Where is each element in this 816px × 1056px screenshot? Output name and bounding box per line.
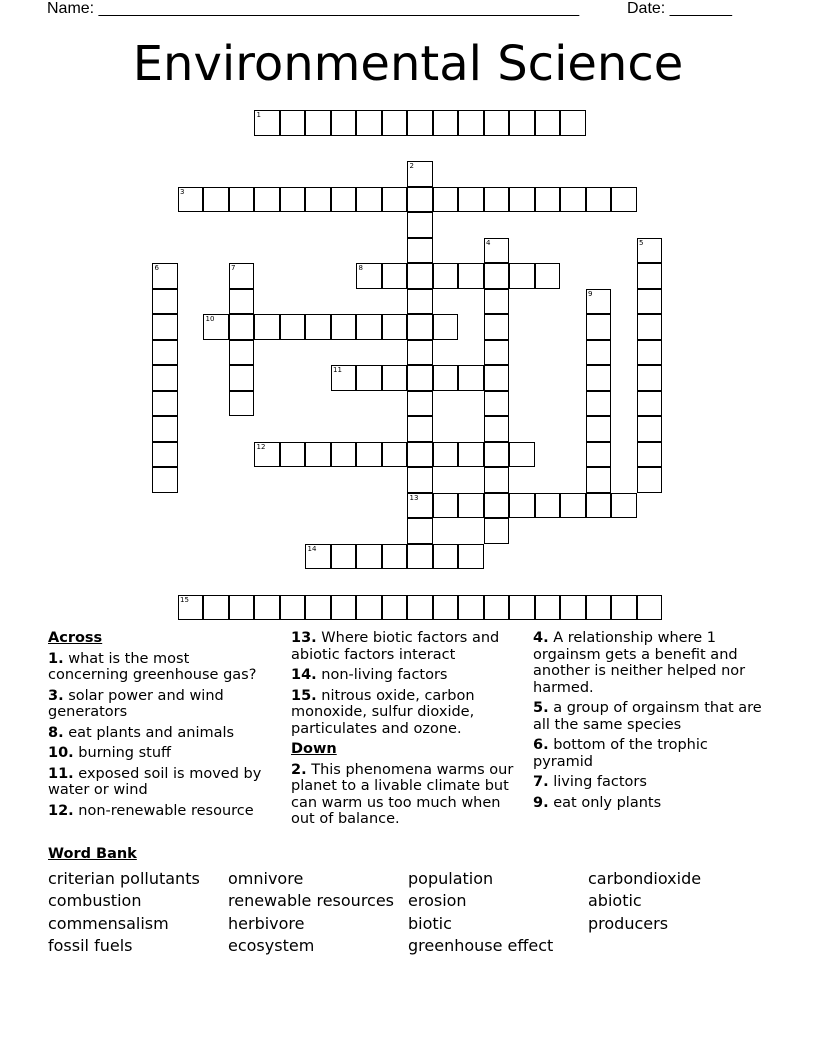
crossword-cell[interactable]	[152, 467, 178, 493]
crossword-cell[interactable]	[407, 544, 433, 570]
across-clue-1: 1. what is the most concerning greenhouse gas?	[48, 650, 257, 683]
crossword-cell[interactable]	[560, 595, 586, 621]
crossword-cell[interactable]	[229, 289, 255, 315]
word-bank-heading: Word Bank	[48, 846, 137, 862]
clue-number: 15	[180, 595, 189, 604]
crossword-cell[interactable]	[433, 493, 459, 519]
clue-column-2	[291, 630, 519, 832]
crossword-cell[interactable]	[407, 467, 433, 493]
crossword-cell[interactable]	[458, 110, 484, 136]
clue-number: 5	[639, 238, 644, 247]
crossword-cell[interactable]	[637, 340, 663, 366]
crossword-cell[interactable]	[407, 340, 433, 366]
down-clue-5: 5. a group of orgainsm that are all the same species	[533, 700, 762, 733]
crossword-cell[interactable]	[509, 442, 535, 468]
crossword-cell[interactable]	[433, 544, 459, 570]
crossword-cell[interactable]	[407, 518, 433, 544]
crossword-cell[interactable]	[535, 263, 561, 289]
crossword-cell[interactable]	[178, 595, 204, 621]
word-bank-item: erosion	[408, 891, 467, 910]
crossword-cell[interactable]	[331, 314, 357, 340]
crossword-cell[interactable]	[586, 365, 612, 391]
word-bank-item: population	[408, 869, 494, 888]
crossword-cell[interactable]	[229, 314, 255, 340]
down-clue-7: 7. living factors	[533, 774, 647, 790]
crossword-cell[interactable]	[484, 110, 510, 136]
crossword-cell[interactable]	[382, 187, 408, 213]
crossword-cell[interactable]	[356, 544, 382, 570]
crossword-cell[interactable]	[305, 544, 331, 570]
across-clue-13: 13. Where biotic factors and abiotic factors interact	[291, 630, 500, 663]
crossword-cell[interactable]	[509, 187, 535, 213]
crossword-cell[interactable]	[203, 314, 229, 340]
crossword-cell[interactable]	[356, 263, 382, 289]
clue-number: 13	[409, 493, 419, 502]
clue-number: 8	[358, 264, 363, 272]
crossword-cell[interactable]	[433, 187, 459, 213]
crossword-cell[interactable]	[637, 442, 663, 468]
crossword-cell[interactable]	[254, 110, 280, 136]
crossword-cell[interactable]	[484, 187, 510, 213]
crossword-cell[interactable]	[637, 314, 663, 340]
crossword-cell[interactable]	[611, 187, 637, 213]
crossword-cell[interactable]	[484, 365, 510, 391]
across-clue-8: 8. eat plants and animals	[48, 724, 235, 741]
across-clue-3: 3. solar power and wind generators	[48, 687, 224, 720]
crossword-cell[interactable]	[484, 314, 510, 340]
crossword-cell[interactable]	[637, 238, 663, 264]
across-clue-14: 14. non-living factors	[291, 667, 448, 683]
crossword-cell[interactable]	[356, 595, 382, 621]
crossword-cell[interactable]	[280, 314, 306, 340]
clue-number: 14	[307, 544, 317, 553]
crossword-cell[interactable]	[280, 595, 306, 621]
crossword-cell[interactable]	[305, 187, 331, 213]
crossword-cell[interactable]	[152, 416, 178, 442]
crossword-cell[interactable]	[560, 110, 586, 136]
crossword-cell[interactable]	[484, 518, 510, 544]
crossword-cell[interactable]	[254, 314, 280, 340]
crossword-cell[interactable]	[407, 161, 433, 187]
crossword-cell[interactable]	[407, 493, 433, 519]
crossword-cell[interactable]	[331, 595, 357, 621]
clue-number: 9	[588, 289, 593, 298]
down-heading: Down	[291, 741, 337, 757]
crossword-cell[interactable]	[509, 263, 535, 289]
across-heading: Across	[48, 630, 103, 646]
crossword-cell[interactable]	[433, 110, 459, 136]
word-bank-item: biotic	[408, 914, 452, 933]
crossword-cell[interactable]	[152, 340, 178, 366]
crossword-cell[interactable]	[229, 263, 255, 289]
crossword-cell[interactable]	[458, 187, 484, 213]
crossword-cell[interactable]	[484, 416, 510, 442]
crossword-cell[interactable]	[152, 365, 178, 391]
crossword-cell[interactable]	[331, 365, 357, 391]
crossword-cell[interactable]	[484, 595, 510, 621]
crossword-cell[interactable]	[586, 467, 612, 493]
crossword-cell[interactable]	[407, 110, 433, 136]
crossword-cell[interactable]	[331, 110, 357, 136]
crossword-cell[interactable]	[458, 442, 484, 468]
crossword-cell[interactable]	[331, 544, 357, 570]
crossword-cell[interactable]	[407, 442, 433, 468]
crossword-cell[interactable]	[586, 289, 612, 315]
crossword-cell[interactable]	[433, 595, 459, 621]
crossword-cell[interactable]	[382, 314, 408, 340]
crossword-cell[interactable]	[509, 110, 535, 136]
crossword-cell[interactable]	[637, 365, 663, 391]
crossword-cell[interactable]	[407, 187, 433, 213]
word-bank-item: combustion	[48, 891, 142, 910]
page-title: Environmental Science	[132, 36, 684, 92]
crossword-cell[interactable]	[254, 187, 280, 213]
crossword-cell[interactable]	[407, 416, 433, 442]
crossword-cell[interactable]	[458, 263, 484, 289]
crossword-cell[interactable]	[152, 391, 178, 417]
clue-number: 6	[154, 264, 159, 272]
crossword-cell[interactable]	[611, 595, 637, 621]
crossword-cell[interactable]	[331, 187, 357, 213]
crossword-cell[interactable]	[586, 187, 612, 213]
crossword-cell[interactable]	[382, 110, 408, 136]
crossword-cell[interactable]	[535, 595, 561, 621]
crossword-cell[interactable]	[509, 595, 535, 621]
crossword-cell[interactable]	[407, 289, 433, 315]
word-bank-item: producers	[588, 914, 669, 933]
across-clue-15: 15. nitrous oxide, carbon monoxide, sulfur dioxide, particulates and ozone.	[291, 687, 475, 737]
crossword-cell[interactable]	[382, 365, 408, 391]
clue-number: 10	[205, 315, 215, 323]
crossword-cell[interactable]	[484, 238, 510, 264]
word-bank-item: abiotic	[588, 891, 642, 910]
crossword-cell[interactable]	[356, 187, 382, 213]
crossword-cell[interactable]	[637, 289, 663, 315]
crossword-cell[interactable]	[433, 442, 459, 468]
clue-column-1	[48, 630, 273, 823]
clue-number: 12	[256, 442, 266, 451]
crossword-cell[interactable]	[280, 442, 306, 468]
crossword-cell[interactable]	[586, 314, 612, 340]
crossword-cell[interactable]	[484, 340, 510, 366]
word-bank-item: criterian pollutants	[48, 869, 200, 888]
crossword-cell[interactable]	[407, 595, 433, 621]
crossword-cell[interactable]	[254, 595, 280, 621]
crossword-cell[interactable]	[560, 187, 586, 213]
crossword-cell[interactable]	[203, 595, 229, 621]
crossword-cell[interactable]	[586, 493, 612, 519]
word-bank-item: ecosystem	[228, 936, 315, 955]
word-bank-item: renewable resources	[228, 891, 395, 910]
crossword-cell[interactable]	[407, 238, 433, 264]
crossword-cell[interactable]	[637, 416, 663, 442]
word-bank-item: carbondioxide	[588, 869, 702, 888]
date-field: Date: _______	[627, 0, 732, 17]
across-clue-11: 11. exposed soil is moved by water or wind	[48, 765, 262, 798]
crossword-cell[interactable]	[458, 365, 484, 391]
crossword-cell[interactable]	[356, 442, 382, 468]
crossword-cell[interactable]	[560, 493, 586, 519]
crossword-cell[interactable]	[586, 416, 612, 442]
crossword-cell[interactable]	[305, 110, 331, 136]
crossword-cell[interactable]	[637, 467, 663, 493]
crossword-cell[interactable]	[407, 212, 433, 238]
crossword-cell[interactable]	[407, 314, 433, 340]
crossword-cell[interactable]	[382, 442, 408, 468]
crossword-cell[interactable]	[484, 391, 510, 417]
crossword-cell[interactable]	[382, 544, 408, 570]
crossword-cell[interactable]	[637, 391, 663, 417]
name-field: Name: ______________________________________________________	[47, 0, 580, 17]
crossword-cell[interactable]	[484, 467, 510, 493]
crossword-cell[interactable]	[280, 187, 306, 213]
crossword-cell[interactable]	[331, 442, 357, 468]
crossword-cell[interactable]	[382, 595, 408, 621]
crossword-cell[interactable]	[229, 340, 255, 366]
crossword-cell[interactable]	[586, 595, 612, 621]
crossword-cell[interactable]	[407, 365, 433, 391]
down-clue-4: 4. A relationship where 1 orgainsm gets a benefit and another is neither helped nor harmed.	[533, 630, 746, 696]
crossword-cell[interactable]	[586, 442, 612, 468]
crossword-cell[interactable]	[637, 595, 663, 621]
crossword-cell[interactable]	[203, 187, 229, 213]
crossword-cell[interactable]	[484, 289, 510, 315]
clue-number: 2	[409, 162, 414, 170]
crossword-cell[interactable]	[611, 493, 637, 519]
crossword-cell[interactable]	[382, 263, 408, 289]
clue-column-3	[533, 630, 769, 815]
crossword-cell[interactable]	[535, 187, 561, 213]
crossword-cell[interactable]	[458, 595, 484, 621]
crossword-cell[interactable]	[305, 314, 331, 340]
crossword-cell[interactable]	[484, 263, 510, 289]
crossword-cell[interactable]	[407, 263, 433, 289]
crossword-cell[interactable]	[229, 391, 255, 417]
word-bank-item: commensalism	[48, 914, 169, 933]
crossword-cell[interactable]	[152, 263, 178, 289]
across-clue-10: 10. burning stuff	[48, 745, 172, 761]
clue-number: 1	[256, 111, 261, 119]
crossword-cell[interactable]	[229, 595, 255, 621]
crossword-cell[interactable]	[152, 289, 178, 315]
crossword-cell[interactable]	[586, 391, 612, 417]
crossword-cell[interactable]	[586, 340, 612, 366]
crossword-cell[interactable]	[152, 314, 178, 340]
crossword-cell[interactable]	[407, 391, 433, 417]
crossword-cell[interactable]	[433, 365, 459, 391]
crossword-cell[interactable]	[305, 442, 331, 468]
crossword-cell[interactable]	[254, 442, 280, 468]
down-clue-2: 2. This phenomena warms our planet to a livable climate but can warm us too much when out of balance.	[291, 761, 514, 827]
crossword-cell[interactable]	[178, 187, 204, 213]
crossword-cell[interactable]	[229, 187, 255, 213]
word-bank-item: omnivore	[228, 869, 304, 888]
crossword-cell[interactable]	[280, 110, 306, 136]
crossword-cell[interactable]	[152, 442, 178, 468]
crossword-cell[interactable]	[484, 442, 510, 468]
crossword-cell[interactable]	[535, 493, 561, 519]
crossword-cell[interactable]	[229, 365, 255, 391]
crossword-cell[interactable]	[356, 110, 382, 136]
clue-number: 4	[486, 238, 491, 247]
crossword-cell[interactable]	[458, 544, 484, 570]
crossword-cell[interactable]	[458, 493, 484, 519]
word-bank-item: herbivore	[228, 914, 305, 933]
crossword-cell[interactable]	[356, 314, 382, 340]
crossword-cell[interactable]	[637, 263, 663, 289]
clue-number: 11	[333, 366, 342, 374]
word-bank-item: fossil fuels	[48, 936, 133, 955]
across-clue-12: 12. non-renewable resource	[48, 802, 254, 819]
down-clue-9: 9. eat only plants	[533, 794, 662, 811]
crossword-cell[interactable]	[305, 595, 331, 621]
crossword-cell[interactable]	[484, 493, 510, 519]
crossword-cell[interactable]	[433, 263, 459, 289]
crossword-cell[interactable]	[433, 314, 459, 340]
crossword-cell[interactable]	[509, 493, 535, 519]
clue-number: 3	[180, 187, 185, 196]
crossword-cell[interactable]	[535, 110, 561, 136]
down-clue-6: 6. bottom of the trophic pyramid	[533, 737, 708, 770]
word-bank-item: greenhouse effect	[408, 936, 554, 955]
crossword-cell[interactable]	[356, 365, 382, 391]
clue-number: 7	[231, 264, 236, 272]
